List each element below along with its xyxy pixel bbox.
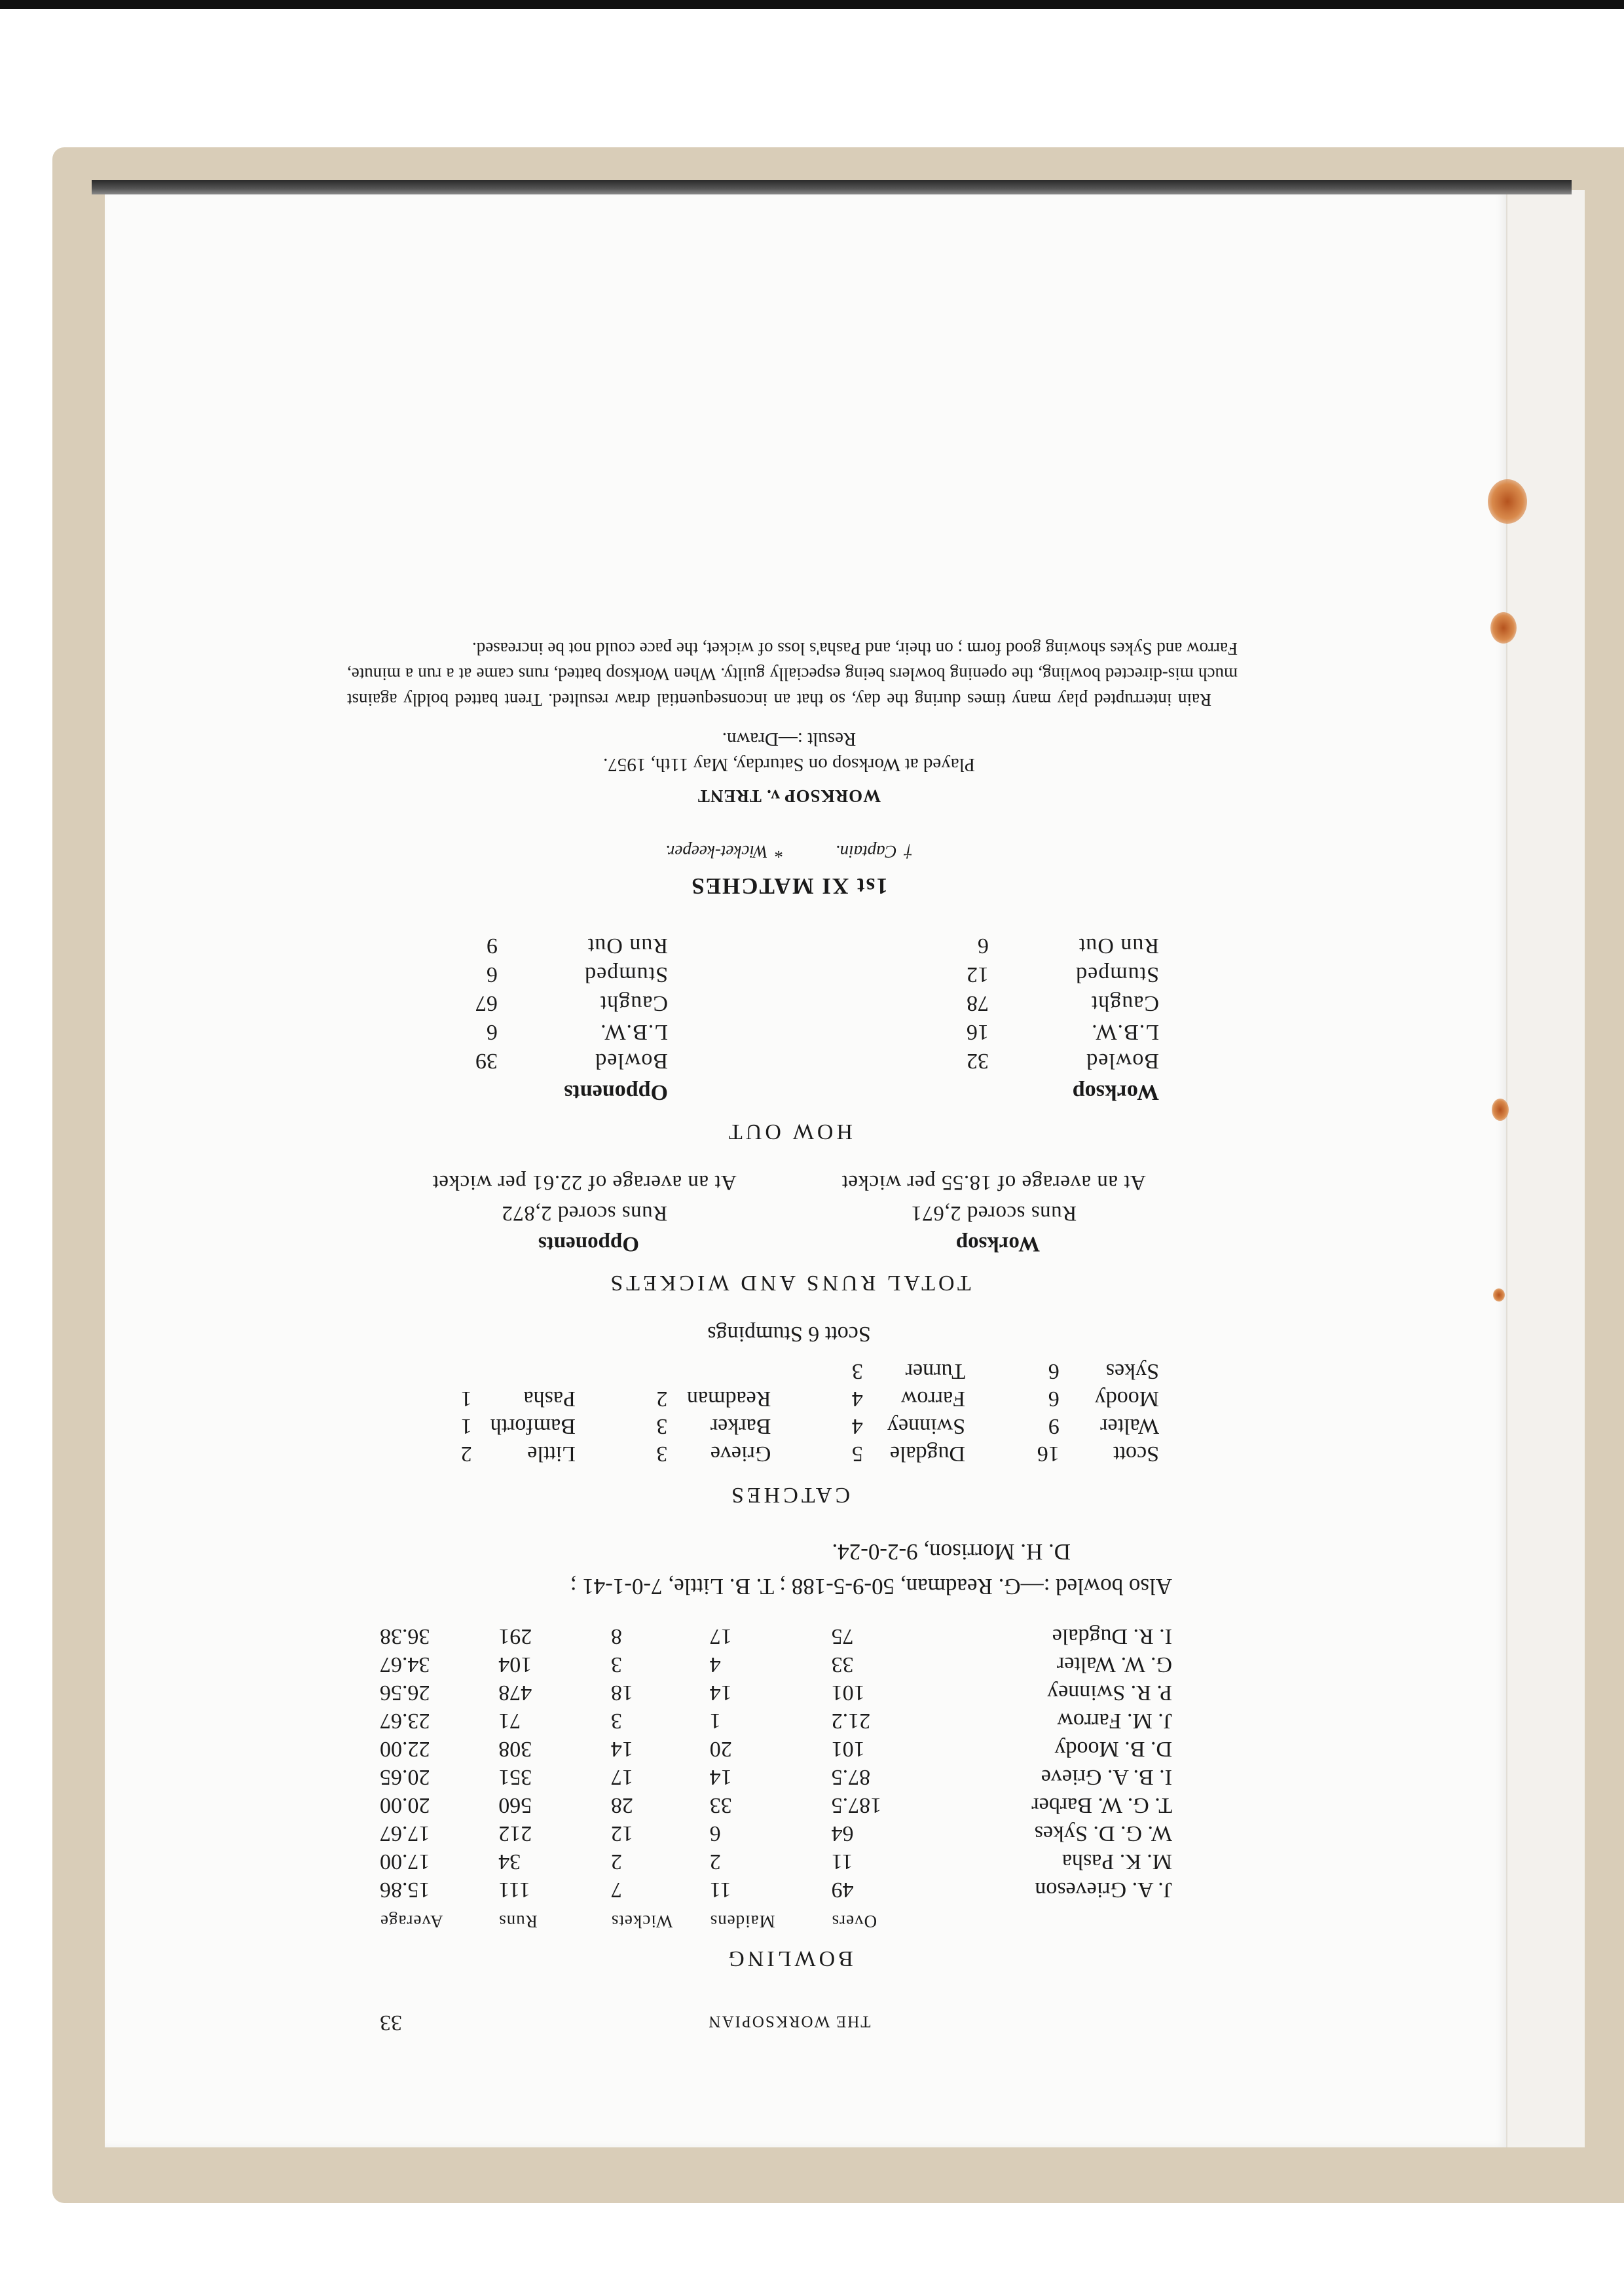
bowling-value: 14 xyxy=(610,1737,633,1761)
bowling-title: BOWLING xyxy=(725,1946,853,1971)
bowling-name-header xyxy=(934,1903,1172,1930)
how-out-opponents xyxy=(458,930,668,1103)
bowling-value: 26.56 xyxy=(380,1681,430,1705)
bowling-value: 291 xyxy=(498,1624,532,1649)
symbol-legend xyxy=(380,843,1198,860)
column-header: Average xyxy=(380,1912,443,1931)
catch-count: 6 xyxy=(1048,1359,1060,1383)
stumpings-line: Scott 6 Stumpings xyxy=(707,1322,871,1346)
dismissal-type: L.B.W. xyxy=(600,1020,668,1044)
how-out-row xyxy=(950,959,1159,988)
dismissal-count: 12 xyxy=(967,962,989,987)
match-report: Rain interrupted play many times during the day, so that an inconsequential draw resulted. Trent batted boldly against much mis-directed bowling, the opening bowlers being especially guilty. When Worksop batted, runs came at a run a minute, Farrow and Sykes showing good form ; on their, and Pasha's loss of wicket, the pace could not be increased. xyxy=(347,638,1238,710)
legend-captain: † Captain. xyxy=(835,842,913,862)
bowling-value: 11 xyxy=(831,1850,853,1874)
catches-title: CATCHES xyxy=(728,1483,851,1507)
bowling-value: 101 xyxy=(831,1737,865,1761)
catch-count: 9 xyxy=(1048,1414,1060,1438)
how-out-row xyxy=(458,1046,668,1074)
how-out-row xyxy=(458,959,668,988)
bowling-row xyxy=(380,1650,1172,1678)
bowling-header-row xyxy=(380,1903,1172,1930)
how-out-row xyxy=(458,988,668,1017)
how-out-section xyxy=(458,930,1159,1103)
totals-average-row xyxy=(380,1171,1198,1193)
bowling-body xyxy=(380,1622,1172,1903)
bowling-row xyxy=(380,1622,1172,1650)
bowling-value: 71 xyxy=(498,1709,521,1733)
scan-top-edge xyxy=(0,0,1624,9)
bowling-value: 20.00 xyxy=(380,1793,430,1817)
catches-row xyxy=(380,1439,1159,1467)
bowling-value: 17 xyxy=(610,1765,633,1789)
bowling-value: 351 xyxy=(498,1765,532,1789)
catch-count xyxy=(576,1357,668,1384)
catcher-name: Pasha xyxy=(523,1387,576,1411)
bowling-value: 33 xyxy=(709,1793,732,1817)
bowling-value: 3 xyxy=(610,1652,622,1677)
dismissal-count: 6 xyxy=(487,962,498,987)
bowler-name: J. A. Grieveson xyxy=(1035,1878,1172,1902)
dismissal-type: Bowled xyxy=(595,1049,668,1073)
dismissal-type: Caught xyxy=(599,991,668,1015)
page-content-rotated xyxy=(105,190,1506,2147)
bowling-value: 17.67 xyxy=(380,1821,430,1846)
bowler-name: M. K. Pasha xyxy=(1061,1850,1172,1874)
catcher-name: Moody xyxy=(1094,1387,1159,1411)
running-header xyxy=(380,1998,1198,2035)
catcher-name: Little xyxy=(527,1442,576,1466)
opponents-runs: Runs scored 2,872 xyxy=(501,1201,668,1225)
catches-row xyxy=(380,1384,1159,1412)
bowling-value: 478 xyxy=(498,1681,532,1705)
catch-count: 6 xyxy=(1048,1387,1060,1411)
match-venue: Played at Worksop on Saturday, May 11th, 1957. xyxy=(603,754,975,775)
bowling-value: 3 xyxy=(610,1709,622,1733)
bowling-value: 12 xyxy=(610,1821,633,1846)
catcher-name xyxy=(472,1357,576,1384)
catches-table xyxy=(380,1357,1159,1467)
how-out-row xyxy=(950,930,1159,959)
totals-opponents-label: Opponents xyxy=(538,1232,639,1256)
bowling-value: 17.00 xyxy=(380,1850,430,1874)
bowler-name: I. R. Dugdale xyxy=(1052,1624,1172,1649)
bowler-name: D. B. Moody xyxy=(1054,1737,1172,1761)
catches-row xyxy=(380,1412,1159,1439)
bowling-row xyxy=(380,1791,1172,1819)
totals-worksop-label: Worksop xyxy=(955,1232,1041,1256)
bowling-value: 187.5 xyxy=(831,1793,882,1817)
dismissal-type: Stumped xyxy=(584,962,668,987)
bowling-value: 17 xyxy=(709,1624,732,1649)
bowling-value: 18 xyxy=(610,1681,633,1705)
catcher-name: Sykes xyxy=(1105,1359,1159,1383)
totals-title: TOTAL RUNS AND WICKETS xyxy=(607,1271,971,1295)
how-out-row xyxy=(950,1017,1159,1046)
bowling-value: 4 xyxy=(709,1652,721,1677)
catch-count xyxy=(380,1357,472,1384)
bowling-table xyxy=(380,1622,1172,1930)
bowling-value: 7 xyxy=(610,1878,622,1902)
how-out-title: HOW OUT xyxy=(726,1120,853,1144)
catcher-name: Scott xyxy=(1113,1442,1159,1466)
bowling-value: 111 xyxy=(498,1878,530,1902)
also-bowled-line: D. H. Morrison, 9-2-0-24. xyxy=(832,1539,1071,1565)
legend-keeper: * Wicket-keeper. xyxy=(665,842,784,862)
bowler-name: W. G. D. Sykes xyxy=(1034,1821,1172,1846)
bowling-value: 14 xyxy=(709,1681,732,1705)
worksop-average: At an average of 18.55 per wicket xyxy=(841,1171,1146,1194)
rust-stain xyxy=(1493,1288,1505,1302)
bowling-value: 36.38 xyxy=(380,1624,430,1649)
how-out-opponents-body xyxy=(458,930,668,1074)
how-out-row xyxy=(458,930,668,959)
bowling-value: 20.65 xyxy=(380,1765,430,1789)
dismissal-type: Stumped xyxy=(1075,962,1159,987)
dismissal-count: 16 xyxy=(967,1020,989,1044)
bowler-name: J. M. Farrow xyxy=(1057,1709,1172,1733)
column-header: Maidens xyxy=(709,1912,775,1931)
bowling-value: 2 xyxy=(610,1850,622,1874)
magazine-title: THE WORKSOPIAN xyxy=(707,2013,871,2030)
dismissal-type: Caught xyxy=(1090,991,1159,1015)
bowling-value: 308 xyxy=(498,1737,532,1761)
page-text-block xyxy=(347,636,1238,2035)
dismissal-count: 9 xyxy=(487,934,498,958)
opponents-average: At an average of 22.61 per wicket xyxy=(432,1171,737,1194)
how-out-row xyxy=(950,1046,1159,1074)
bowling-row xyxy=(380,1734,1172,1762)
catch-count: 5 xyxy=(851,1442,863,1466)
bowling-value: 20 xyxy=(709,1737,732,1761)
dismissal-type: L.B.W. xyxy=(1091,1020,1159,1044)
bowling-value: 212 xyxy=(498,1821,532,1846)
match-title: WORKSOP v. TRENT xyxy=(697,786,881,806)
rust-stain xyxy=(1492,1099,1509,1121)
catcher-name xyxy=(667,1357,771,1384)
column-header: Overs xyxy=(831,1912,877,1931)
bowling-value: 6 xyxy=(709,1821,721,1846)
dismissal-count: 39 xyxy=(475,1049,498,1073)
how-out-opponents-label: Opponents xyxy=(564,1080,668,1104)
how-out-row xyxy=(950,988,1159,1017)
catch-count: 2 xyxy=(460,1442,472,1466)
how-out-worksop-body xyxy=(950,930,1159,1074)
dismissal-type: Run Out xyxy=(1078,934,1159,958)
bowling-value: 23.67 xyxy=(380,1709,430,1733)
column-header: Runs xyxy=(498,1912,538,1931)
catcher-name: Walter xyxy=(1100,1414,1159,1438)
catch-count: 3 xyxy=(851,1359,863,1383)
bowler-name: T. G. W. Barber xyxy=(1031,1793,1172,1817)
also-bowled xyxy=(380,1535,1172,1603)
bowling-value: 87.5 xyxy=(831,1765,871,1789)
match-result: Result :—Drawn. xyxy=(722,729,857,750)
bowling-value: 34.67 xyxy=(380,1652,430,1677)
catch-count: 3 xyxy=(656,1414,668,1438)
bowling-value: 22.00 xyxy=(380,1737,430,1761)
dismissal-type: Bowled xyxy=(1086,1049,1159,1073)
catches-body xyxy=(380,1357,1159,1467)
dismissal-count: 78 xyxy=(967,991,989,1015)
how-out-worksop-label: Worksop xyxy=(1072,1080,1159,1104)
bowling-value: 560 xyxy=(498,1793,532,1817)
bowling-value: 34 xyxy=(498,1850,521,1874)
catcher-name: Farrow xyxy=(900,1387,966,1411)
bowling-row xyxy=(380,1847,1172,1875)
totals-runs-row xyxy=(380,1202,1198,1224)
dismissal-count: 6 xyxy=(978,934,989,958)
catch-count: 1 xyxy=(460,1414,472,1438)
first-xi-title: 1st XI MATCHES xyxy=(690,873,888,899)
bowler-name: P. R. Swinney xyxy=(1047,1681,1172,1705)
bowling-value: 21.2 xyxy=(831,1709,871,1733)
catcher-name: Grieve xyxy=(710,1442,771,1466)
bowling-value: 2 xyxy=(709,1850,721,1874)
bowling-row xyxy=(380,1678,1172,1706)
bowler-name: I. B. A. Grieve xyxy=(1041,1765,1172,1789)
magazine-page xyxy=(105,190,1507,2147)
bowling-value: 11 xyxy=(709,1878,731,1902)
dismissal-type: Run Out xyxy=(587,934,668,958)
bowling-value: 1 xyxy=(709,1709,721,1733)
dismissal-count: 32 xyxy=(967,1049,989,1073)
how-out-row xyxy=(458,1017,668,1046)
page-gutter-shadow xyxy=(92,180,1572,194)
catch-count: 4 xyxy=(851,1414,863,1438)
bowling-value: 15.86 xyxy=(380,1878,430,1902)
dismissal-count: 67 xyxy=(475,991,498,1015)
catch-count: 3 xyxy=(656,1442,668,1466)
worksop-runs: Runs scored 2,671 xyxy=(910,1201,1077,1225)
also-bowled-line: Also bowled :—G. Readman, 50-9-5-188 ; T. B. Little, 7-0-1-41 ; xyxy=(570,1574,1172,1599)
catcher-name: Bamforth xyxy=(490,1414,576,1438)
catch-count: 16 xyxy=(1037,1442,1060,1466)
page-number: 33 xyxy=(380,2011,402,2035)
bowling-value: 33 xyxy=(831,1652,854,1677)
bowling-value: 64 xyxy=(831,1821,854,1846)
totals-heading-row xyxy=(380,1233,1198,1254)
catches-row xyxy=(380,1357,1159,1384)
bowling-value: 49 xyxy=(831,1878,854,1902)
bowling-row xyxy=(380,1762,1172,1791)
catch-count: 4 xyxy=(851,1387,863,1411)
how-out-worksop xyxy=(950,930,1159,1103)
bowling-value: 14 xyxy=(709,1765,732,1789)
catcher-name: Turner xyxy=(905,1359,966,1383)
dismissal-count: 6 xyxy=(487,1020,498,1044)
catcher-name: Dugdale xyxy=(889,1442,966,1466)
bowler-name: G. W. Walter xyxy=(1056,1652,1172,1677)
catcher-name: Swinney xyxy=(887,1414,966,1438)
bowling-value: 8 xyxy=(610,1624,622,1649)
catcher-name: Readman xyxy=(686,1387,771,1411)
bowling-value: 104 xyxy=(498,1652,532,1677)
bowling-row xyxy=(380,1706,1172,1734)
bowling-row xyxy=(380,1819,1172,1847)
rust-stain xyxy=(1490,612,1517,644)
rust-stain xyxy=(1488,479,1527,524)
bowling-value: 101 xyxy=(831,1681,865,1705)
catch-count: 2 xyxy=(656,1387,668,1411)
column-header: Wickets xyxy=(610,1912,673,1931)
catcher-name: Barker xyxy=(710,1414,771,1438)
catch-count: 1 xyxy=(460,1387,472,1411)
bowling-row xyxy=(380,1875,1172,1903)
bowling-value: 75 xyxy=(831,1624,854,1649)
bowling-value: 28 xyxy=(610,1793,633,1817)
